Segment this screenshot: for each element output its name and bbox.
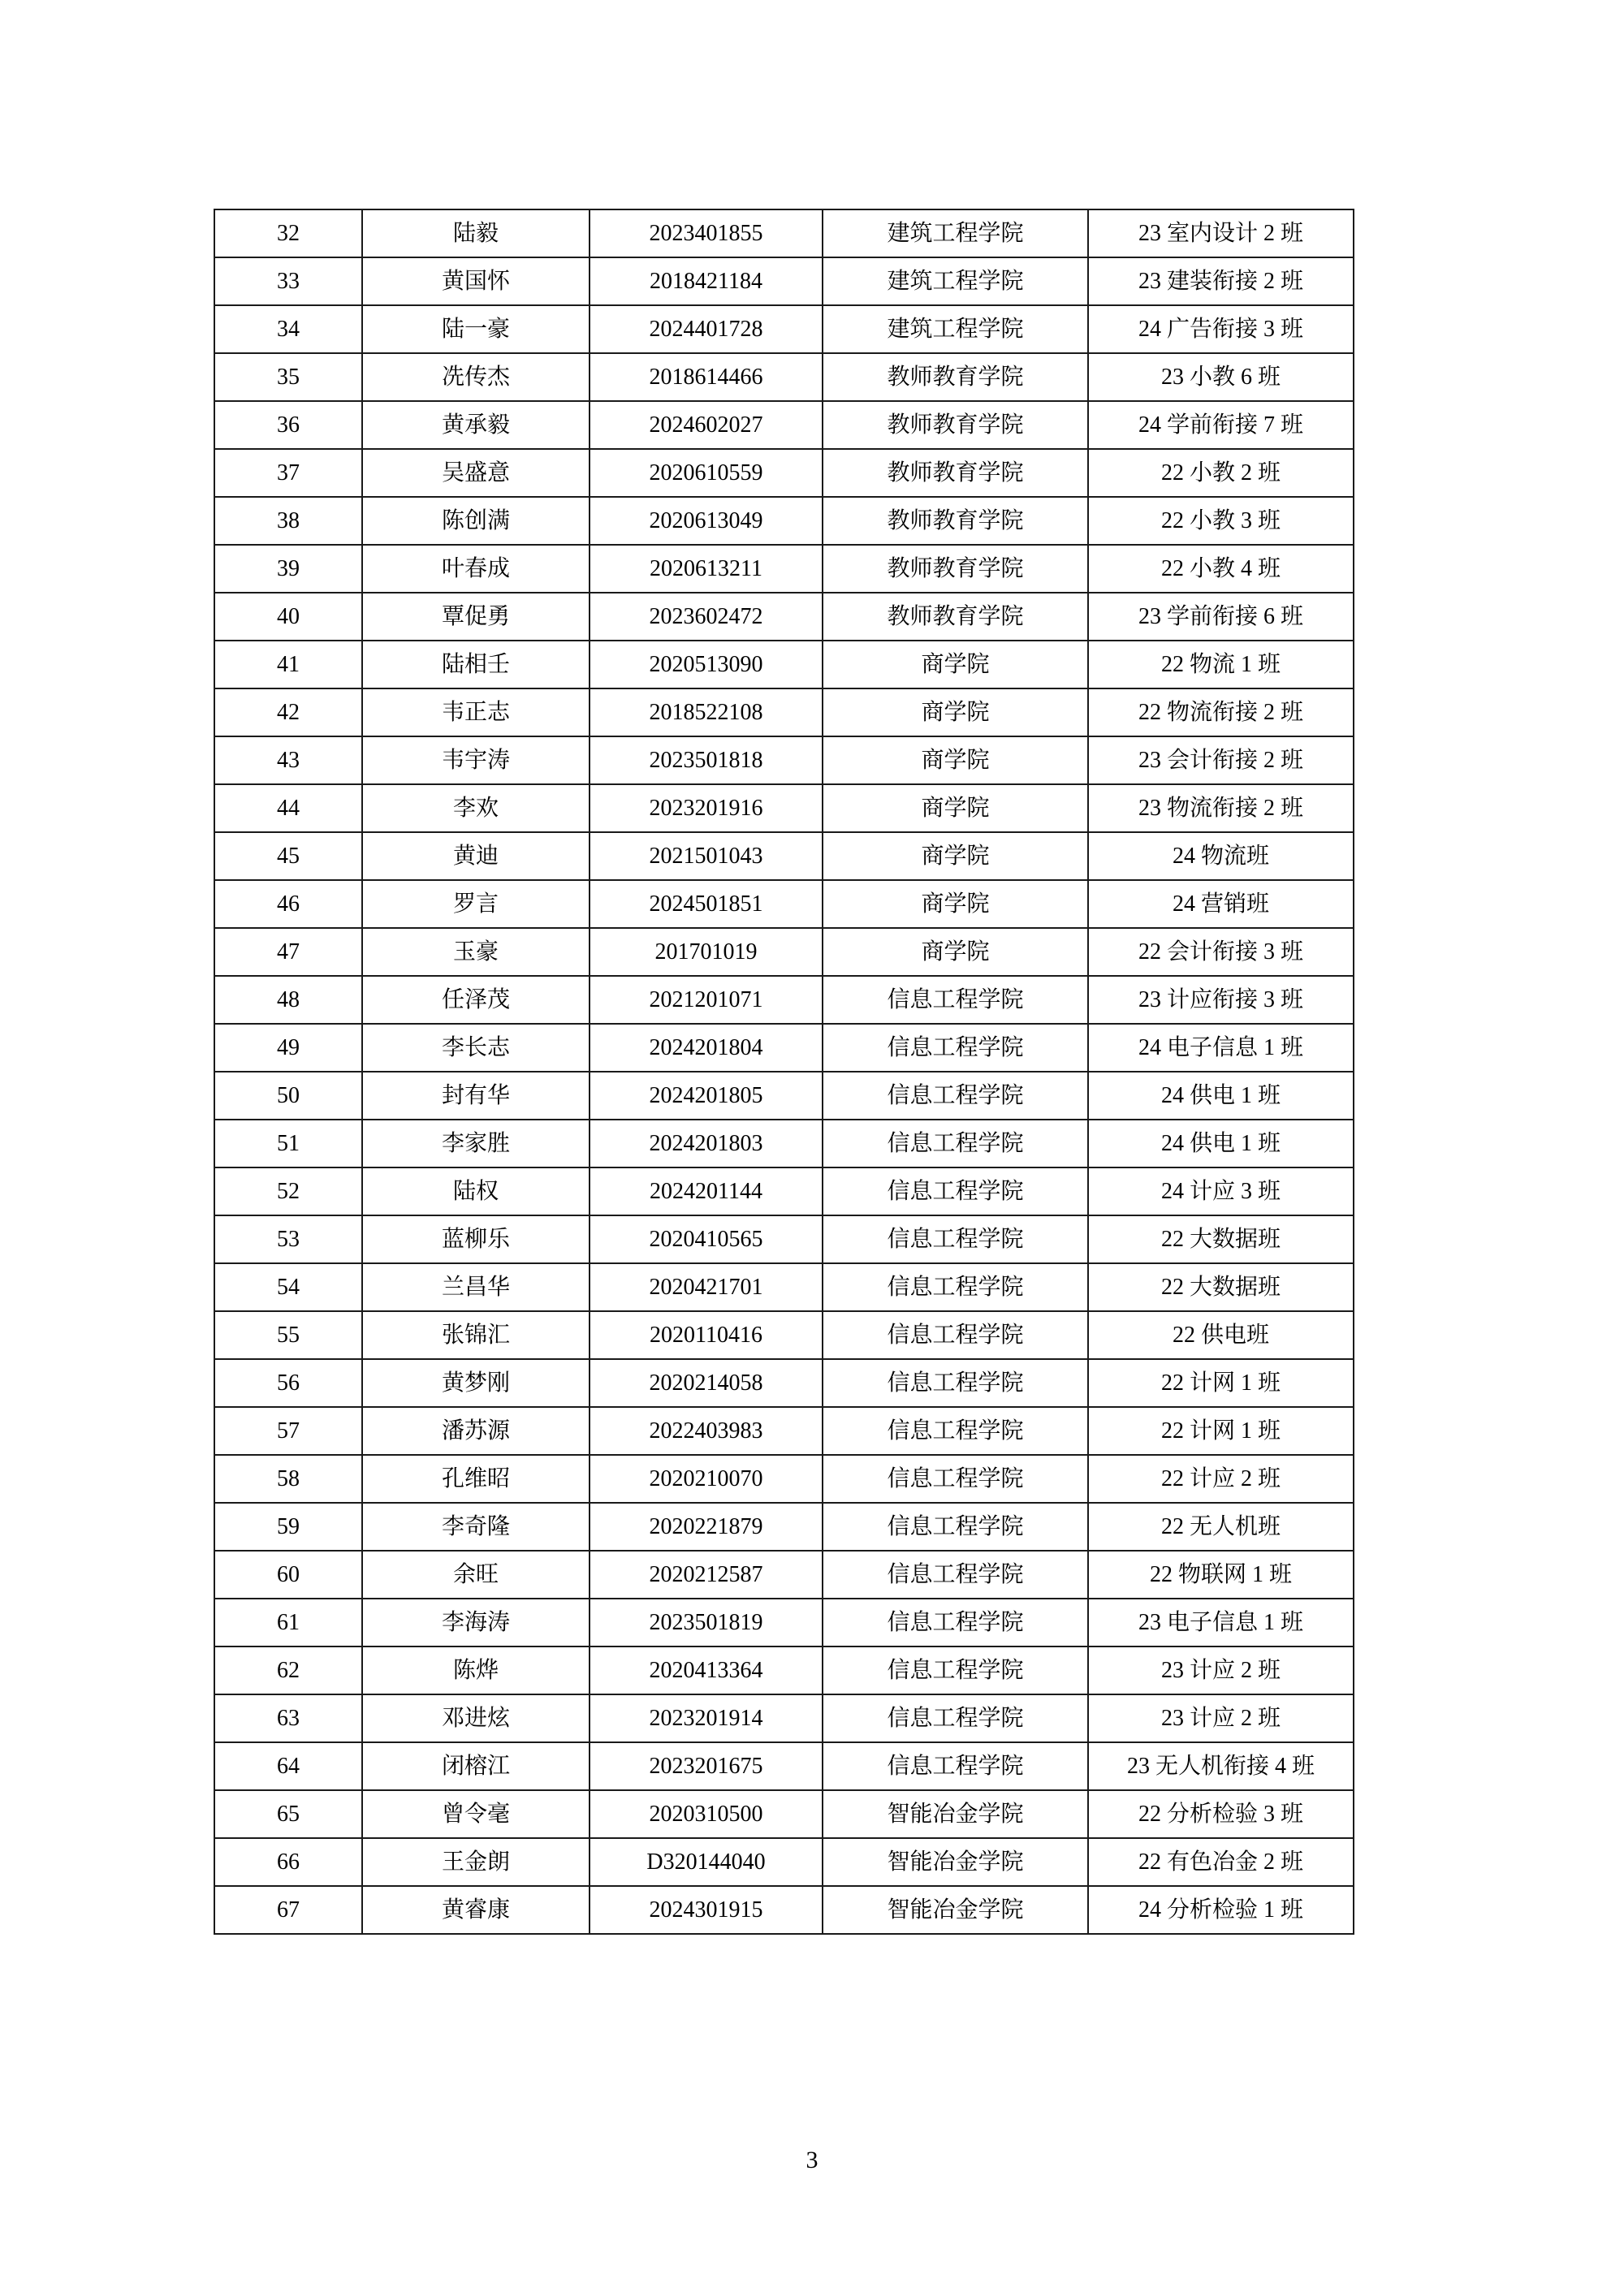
student-name-cell: 叶春成 — [362, 545, 590, 593]
student-id-cell: 201701019 — [590, 928, 823, 976]
row-number-cell: 53 — [214, 1215, 362, 1263]
table-row — [214, 1694, 1354, 1742]
row-number-cell: 38 — [214, 497, 362, 545]
college-cell: 信息工程学院 — [823, 1742, 1088, 1790]
class-cell: 22 分析检验 3 班 — [1088, 1790, 1354, 1838]
college-cell: 教师教育学院 — [823, 545, 1088, 593]
college-cell: 教师教育学院 — [823, 353, 1088, 401]
table-row — [214, 1599, 1354, 1646]
student-name-cell: 罗言 — [362, 880, 590, 928]
row-number-cell: 61 — [214, 1599, 362, 1646]
class-cell: 24 供电 1 班 — [1088, 1120, 1354, 1167]
college-cell: 建筑工程学院 — [823, 305, 1088, 353]
class-cell: 23 学前衔接 6 班 — [1088, 593, 1354, 641]
table-row — [214, 1311, 1354, 1359]
table-row — [214, 976, 1354, 1024]
student-name-cell: 陆权 — [362, 1167, 590, 1215]
row-number-cell: 63 — [214, 1694, 362, 1742]
row-number-cell: 67 — [214, 1886, 362, 1934]
student-name-cell: 孔维昭 — [362, 1455, 590, 1503]
student-id-cell: 2020214058 — [590, 1359, 823, 1407]
table-row — [214, 353, 1354, 401]
row-number-cell: 56 — [214, 1359, 362, 1407]
row-number-cell: 62 — [214, 1646, 362, 1694]
class-cell: 23 计应衔接 3 班 — [1088, 976, 1354, 1024]
student-id-cell: 2020610559 — [590, 449, 823, 497]
college-cell: 信息工程学院 — [823, 1215, 1088, 1263]
college-cell: 教师教育学院 — [823, 593, 1088, 641]
row-number-cell: 32 — [214, 209, 362, 257]
college-cell: 商学院 — [823, 641, 1088, 688]
row-number-cell: 57 — [214, 1407, 362, 1455]
row-number-cell: 44 — [214, 784, 362, 832]
row-number-cell: 34 — [214, 305, 362, 353]
college-cell: 信息工程学院 — [823, 1646, 1088, 1694]
row-number-cell: 42 — [214, 688, 362, 736]
table-row — [214, 1551, 1354, 1599]
student-id-cell: 2020210070 — [590, 1455, 823, 1503]
student-name-cell: 韦正志 — [362, 688, 590, 736]
college-cell: 商学院 — [823, 784, 1088, 832]
student-id-cell: 2023501819 — [590, 1599, 823, 1646]
table-row — [214, 593, 1354, 641]
row-number-cell: 46 — [214, 880, 362, 928]
student-id-cell: 2024501851 — [590, 880, 823, 928]
college-cell: 商学院 — [823, 688, 1088, 736]
student-name-cell: 黄梦刚 — [362, 1359, 590, 1407]
college-cell: 信息工程学院 — [823, 1694, 1088, 1742]
table-row — [214, 1503, 1354, 1551]
class-cell: 23 计应 2 班 — [1088, 1694, 1354, 1742]
student-name-cell: 邓进炫 — [362, 1694, 590, 1742]
student-id-cell: 2023501818 — [590, 736, 823, 784]
college-cell: 信息工程学院 — [823, 1551, 1088, 1599]
student-id-cell: 2024201804 — [590, 1024, 823, 1072]
row-number-cell: 51 — [214, 1120, 362, 1167]
row-number-cell: 59 — [214, 1503, 362, 1551]
student-name-cell: 陆一豪 — [362, 305, 590, 353]
class-cell: 23 电子信息 1 班 — [1088, 1599, 1354, 1646]
college-cell: 信息工程学院 — [823, 1311, 1088, 1359]
student-name-cell: 李海涛 — [362, 1599, 590, 1646]
class-cell: 23 计应 2 班 — [1088, 1646, 1354, 1694]
student-id-cell: 2020110416 — [590, 1311, 823, 1359]
table-row — [214, 257, 1354, 305]
table-row — [214, 641, 1354, 688]
student-name-cell: 李欢 — [362, 784, 590, 832]
college-cell: 商学院 — [823, 880, 1088, 928]
class-cell: 22 物流 1 班 — [1088, 641, 1354, 688]
table-row — [214, 1167, 1354, 1215]
class-cell: 22 大数据班 — [1088, 1263, 1354, 1311]
row-number-cell: 43 — [214, 736, 362, 784]
student-id-cell: 2023201914 — [590, 1694, 823, 1742]
class-cell: 22 物流衔接 2 班 — [1088, 688, 1354, 736]
student-name-cell: 张锦汇 — [362, 1311, 590, 1359]
row-number-cell: 49 — [214, 1024, 362, 1072]
roster-table-body — [214, 209, 1354, 1934]
class-cell: 23 室内设计 2 班 — [1088, 209, 1354, 257]
student-name-cell: 王金朗 — [362, 1838, 590, 1886]
student-id-cell: 2024201144 — [590, 1167, 823, 1215]
college-cell: 智能冶金学院 — [823, 1838, 1088, 1886]
class-cell: 22 供电班 — [1088, 1311, 1354, 1359]
student-name-cell: 陆相壬 — [362, 641, 590, 688]
student-name-cell: 黄睿康 — [362, 1886, 590, 1934]
row-number-cell: 58 — [214, 1455, 362, 1503]
student-id-cell: 2023201916 — [590, 784, 823, 832]
student-id-cell: 2024201805 — [590, 1072, 823, 1120]
student-name-cell: 蓝柳乐 — [362, 1215, 590, 1263]
table-row — [214, 1646, 1354, 1694]
row-number-cell: 41 — [214, 641, 362, 688]
student-name-cell: 闭榕江 — [362, 1742, 590, 1790]
class-cell: 24 物流班 — [1088, 832, 1354, 880]
table-row — [214, 688, 1354, 736]
student-name-cell: 曾令毫 — [362, 1790, 590, 1838]
row-number-cell: 48 — [214, 976, 362, 1024]
student-name-cell: 玉豪 — [362, 928, 590, 976]
class-cell: 22 计网 1 班 — [1088, 1359, 1354, 1407]
student-name-cell: 陈烨 — [362, 1646, 590, 1694]
table-row — [214, 1215, 1354, 1263]
class-cell: 24 广告衔接 3 班 — [1088, 305, 1354, 353]
table-row — [214, 880, 1354, 928]
table-row — [214, 305, 1354, 353]
student-name-cell: 任泽茂 — [362, 976, 590, 1024]
student-id-cell: 2018614466 — [590, 353, 823, 401]
class-cell: 22 无人机班 — [1088, 1503, 1354, 1551]
table-row — [214, 1886, 1354, 1934]
student-name-cell: 封有华 — [362, 1072, 590, 1120]
student-id-cell: D320144040 — [590, 1838, 823, 1886]
table-row — [214, 1838, 1354, 1886]
college-cell: 信息工程学院 — [823, 1407, 1088, 1455]
row-number-cell: 66 — [214, 1838, 362, 1886]
student-name-cell: 潘苏源 — [362, 1407, 590, 1455]
class-cell: 24 电子信息 1 班 — [1088, 1024, 1354, 1072]
student-id-cell: 2020310500 — [590, 1790, 823, 1838]
college-cell: 信息工程学院 — [823, 1599, 1088, 1646]
class-cell: 22 会计衔接 3 班 — [1088, 928, 1354, 976]
table-row — [214, 1455, 1354, 1503]
student-id-cell: 2020413364 — [590, 1646, 823, 1694]
student-id-cell: 2020221879 — [590, 1503, 823, 1551]
student-id-cell: 2021501043 — [590, 832, 823, 880]
class-cell: 22 计网 1 班 — [1088, 1407, 1354, 1455]
row-number-cell: 64 — [214, 1742, 362, 1790]
student-id-cell: 2020410565 — [590, 1215, 823, 1263]
table-row — [214, 784, 1354, 832]
class-cell: 22 小教 3 班 — [1088, 497, 1354, 545]
college-cell: 智能冶金学院 — [823, 1886, 1088, 1934]
student-name-cell: 吴盛意 — [362, 449, 590, 497]
table-row — [214, 1790, 1354, 1838]
college-cell: 信息工程学院 — [823, 1503, 1088, 1551]
college-cell: 信息工程学院 — [823, 976, 1088, 1024]
student-name-cell: 陈创满 — [362, 497, 590, 545]
row-number-cell: 47 — [214, 928, 362, 976]
college-cell: 智能冶金学院 — [823, 1790, 1088, 1838]
college-cell: 建筑工程学院 — [823, 209, 1088, 257]
table-row — [214, 449, 1354, 497]
class-cell: 22 小教 2 班 — [1088, 449, 1354, 497]
table-row — [214, 401, 1354, 449]
student-id-cell: 2022403983 — [590, 1407, 823, 1455]
class-cell: 23 会计衔接 2 班 — [1088, 736, 1354, 784]
student-id-cell: 2020613049 — [590, 497, 823, 545]
class-cell: 24 营销班 — [1088, 880, 1354, 928]
table-row — [214, 1024, 1354, 1072]
class-cell: 22 有色冶金 2 班 — [1088, 1838, 1354, 1886]
page-number: 3 — [806, 2147, 818, 2173]
college-cell: 商学院 — [823, 928, 1088, 976]
table-row — [214, 1742, 1354, 1790]
row-number-cell: 52 — [214, 1167, 362, 1215]
student-id-cell: 2020421701 — [590, 1263, 823, 1311]
student-id-cell: 2018522108 — [590, 688, 823, 736]
student-id-cell: 2024201803 — [590, 1120, 823, 1167]
row-number-cell: 55 — [214, 1311, 362, 1359]
row-number-cell: 45 — [214, 832, 362, 880]
class-cell: 22 物联网 1 班 — [1088, 1551, 1354, 1599]
student-name-cell: 李奇隆 — [362, 1503, 590, 1551]
college-cell: 信息工程学院 — [823, 1455, 1088, 1503]
college-cell: 商学院 — [823, 832, 1088, 880]
class-cell: 23 建装衔接 2 班 — [1088, 257, 1354, 305]
table-row — [214, 1120, 1354, 1167]
table-row — [214, 928, 1354, 976]
row-number-cell: 50 — [214, 1072, 362, 1120]
student-id-cell: 2020613211 — [590, 545, 823, 593]
class-cell: 23 物流衔接 2 班 — [1088, 784, 1354, 832]
college-cell: 信息工程学院 — [823, 1263, 1088, 1311]
row-number-cell: 39 — [214, 545, 362, 593]
college-cell: 教师教育学院 — [823, 449, 1088, 497]
college-cell: 信息工程学院 — [823, 1120, 1088, 1167]
student-name-cell: 韦宇涛 — [362, 736, 590, 784]
student-id-cell: 2024301915 — [590, 1886, 823, 1934]
student-id-cell: 2023401855 — [590, 209, 823, 257]
student-id-cell: 2018421184 — [590, 257, 823, 305]
table-row — [214, 209, 1354, 257]
table-row — [214, 832, 1354, 880]
student-name-cell: 余旺 — [362, 1551, 590, 1599]
student-id-cell: 2024602027 — [590, 401, 823, 449]
row-number-cell: 40 — [214, 593, 362, 641]
class-cell: 22 小教 4 班 — [1088, 545, 1354, 593]
row-number-cell: 33 — [214, 257, 362, 305]
table-row — [214, 545, 1354, 593]
student-roster-table — [214, 209, 1354, 1935]
college-cell: 信息工程学院 — [823, 1359, 1088, 1407]
student-name-cell: 陆毅 — [362, 209, 590, 257]
student-name-cell: 李长志 — [362, 1024, 590, 1072]
row-number-cell: 54 — [214, 1263, 362, 1311]
row-number-cell: 65 — [214, 1790, 362, 1838]
student-name-cell: 黄迪 — [362, 832, 590, 880]
class-cell: 22 计应 2 班 — [1088, 1455, 1354, 1503]
table-row — [214, 736, 1354, 784]
college-cell: 信息工程学院 — [823, 1024, 1088, 1072]
student-name-cell: 李家胜 — [362, 1120, 590, 1167]
class-cell: 24 分析检验 1 班 — [1088, 1886, 1354, 1934]
student-id-cell: 2021201071 — [590, 976, 823, 1024]
student-id-cell: 2020513090 — [590, 641, 823, 688]
row-number-cell: 60 — [214, 1551, 362, 1599]
student-name-cell: 黄国怀 — [362, 257, 590, 305]
student-name-cell: 兰昌华 — [362, 1263, 590, 1311]
row-number-cell: 37 — [214, 449, 362, 497]
college-cell: 建筑工程学院 — [823, 257, 1088, 305]
student-name-cell: 覃促勇 — [362, 593, 590, 641]
student-id-cell: 2023602472 — [590, 593, 823, 641]
student-id-cell: 2024401728 — [590, 305, 823, 353]
class-cell: 24 计应 3 班 — [1088, 1167, 1354, 1215]
row-number-cell: 35 — [214, 353, 362, 401]
row-number-cell: 36 — [214, 401, 362, 449]
student-id-cell: 2023201675 — [590, 1742, 823, 1790]
class-cell: 22 大数据班 — [1088, 1215, 1354, 1263]
college-cell: 教师教育学院 — [823, 497, 1088, 545]
college-cell: 信息工程学院 — [823, 1167, 1088, 1215]
class-cell: 24 供电 1 班 — [1088, 1072, 1354, 1120]
class-cell: 23 无人机衔接 4 班 — [1088, 1742, 1354, 1790]
college-cell: 商学院 — [823, 736, 1088, 784]
table-row — [214, 1407, 1354, 1455]
student-name-cell: 冼传杰 — [362, 353, 590, 401]
student-name-cell: 黄承毅 — [362, 401, 590, 449]
table-row — [214, 1072, 1354, 1120]
table-row — [214, 1263, 1354, 1311]
college-cell: 信息工程学院 — [823, 1072, 1088, 1120]
student-id-cell: 2020212587 — [590, 1551, 823, 1599]
class-cell: 24 学前衔接 7 班 — [1088, 401, 1354, 449]
table-row — [214, 1359, 1354, 1407]
class-cell: 23 小教 6 班 — [1088, 353, 1354, 401]
table-row — [214, 497, 1354, 545]
college-cell: 教师教育学院 — [823, 401, 1088, 449]
